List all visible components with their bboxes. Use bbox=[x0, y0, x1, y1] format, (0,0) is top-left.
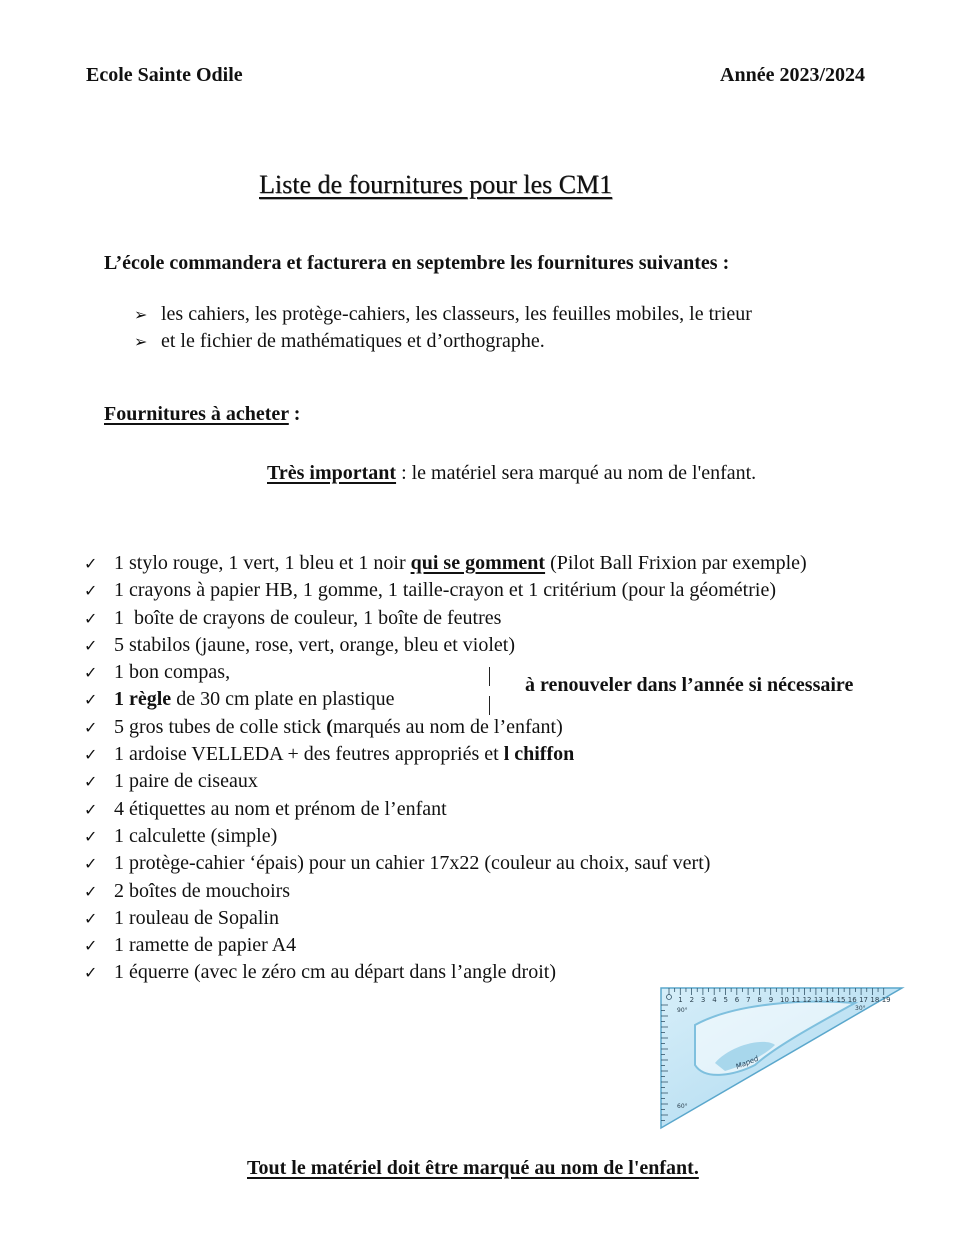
list-item bbox=[84, 577, 807, 604]
item-text: de 30 cm plate en plastique bbox=[171, 688, 395, 711]
item-text: 1 bon compas, bbox=[114, 661, 231, 684]
ruler-number: 17 bbox=[859, 996, 869, 1004]
checkmark-icon: ✓ bbox=[84, 963, 98, 983]
item-text: 1 calculette (simple) bbox=[114, 824, 278, 847]
ruler-number: 2 bbox=[689, 996, 695, 1004]
item-text: 4 étiquettes au nom et prénom de l’enfant bbox=[114, 797, 447, 820]
bracket-line bbox=[489, 696, 490, 715]
school-item-text: et le fichier de mathématiques et d’orthographe. bbox=[161, 330, 545, 352]
important-text: : le matériel sera marqué au nom de l'enfant. bbox=[396, 462, 757, 484]
item-text: 1 crayons à papier HB, 1 gomme, 1 taille-crayon et 1 critérium (pour la géométrie) bbox=[114, 579, 776, 602]
list-item bbox=[84, 823, 807, 850]
school-item-text: les cahiers, les protège-cahiers, les classeurs, les feuilles mobiles, le trieur bbox=[161, 303, 752, 325]
ruler-number: 9 bbox=[768, 996, 774, 1004]
list-item bbox=[84, 768, 807, 795]
checkmark-icon: ✓ bbox=[84, 690, 98, 710]
item-text: marqués au nom de l’enfant) bbox=[332, 715, 563, 738]
item-text: 2 boîtes de mouchoirs bbox=[114, 879, 291, 902]
ruler-number: 5 bbox=[723, 996, 728, 1004]
angle-60-label: 60° bbox=[677, 1103, 688, 1110]
item-text: 1 équerre (avec le zéro cm au départ dans l’angle droit) bbox=[114, 961, 556, 984]
checkmark-icon: ✓ bbox=[84, 881, 98, 901]
checkmark-icon: ✓ bbox=[84, 581, 98, 601]
ruler-number: 4 bbox=[712, 996, 717, 1004]
item-emphasis: qui se gomment bbox=[410, 552, 546, 574]
list-item bbox=[84, 605, 807, 632]
important-label: Très important bbox=[267, 462, 397, 484]
item-text: 1 ramette de papier A4 bbox=[114, 934, 297, 957]
checkmark-icon: ✓ bbox=[84, 635, 98, 655]
school-item bbox=[134, 330, 545, 353]
checkmark-icon: ✓ bbox=[84, 717, 98, 737]
list-item bbox=[84, 550, 807, 577]
important-note bbox=[267, 462, 756, 485]
checkmark-icon: ✓ bbox=[84, 908, 98, 928]
ruler-number: 18 bbox=[870, 996, 880, 1004]
ruler-number: 12 bbox=[802, 996, 812, 1004]
item-emphasis: l chiffon bbox=[503, 743, 575, 766]
school-year: Année 2023/2024 bbox=[720, 64, 865, 86]
checkmark-icon: ✓ bbox=[84, 772, 98, 792]
checkmark-icon: ✓ bbox=[84, 608, 98, 628]
angle-30-label: 30° bbox=[855, 1005, 866, 1012]
checkmark-icon: ✓ bbox=[84, 799, 98, 819]
ruler-number: 16 bbox=[847, 996, 857, 1004]
page-title: Liste de fournitures pour les CM1 bbox=[259, 170, 613, 199]
list-item bbox=[84, 741, 807, 768]
ruler-number: 11 bbox=[791, 996, 801, 1004]
checkmark-icon: ✓ bbox=[84, 854, 98, 874]
ruler-number: 3 bbox=[700, 996, 706, 1004]
school-name: Ecole Sainte Odile bbox=[86, 64, 243, 86]
ruler-number: 14 bbox=[825, 996, 835, 1004]
item-text: 1 protège-cahier ‘épais) pour un cahier 17x22 (couleur au choix, sauf vert) bbox=[114, 852, 711, 875]
arrow-bullet-icon: ➢ bbox=[134, 332, 148, 351]
item-text: (Pilot Ball Frixion par exemple) bbox=[545, 552, 807, 574]
supplies-list bbox=[84, 550, 807, 987]
angle-90-label: 90° bbox=[677, 1007, 688, 1014]
set-square-icon bbox=[655, 985, 905, 1131]
brand-logo: Maped bbox=[734, 1054, 760, 1071]
buy-heading bbox=[104, 403, 300, 426]
ruler-number: 15 bbox=[836, 996, 846, 1004]
buy-heading-colon: : bbox=[288, 403, 301, 425]
item-text: 1 paire de ciseaux bbox=[114, 770, 258, 793]
buy-heading-text: Fournitures à acheter bbox=[104, 403, 289, 425]
checkmark-icon: ✓ bbox=[84, 826, 98, 846]
ruler-number: 10 bbox=[780, 996, 789, 1004]
list-item bbox=[84, 850, 807, 877]
list-item bbox=[84, 714, 807, 741]
item-text: 1 rouleau de Sopalin bbox=[114, 906, 279, 929]
checkmark-icon: ✓ bbox=[84, 936, 98, 956]
item-text: 1 stylo rouge, 1 vert, 1 bleu et 1 noir bbox=[114, 552, 411, 574]
item-emphasis: 1 règle bbox=[114, 688, 172, 711]
checkmark-icon: ✓ bbox=[84, 554, 98, 573]
list-item bbox=[84, 632, 807, 659]
item-text: 1 ardoise VELLEDA + des feutres appropriés et bbox=[114, 743, 504, 766]
ruler-number: 7 bbox=[746, 996, 751, 1004]
ruler-number: 19 bbox=[881, 996, 891, 1004]
list-item bbox=[84, 878, 807, 905]
ruler-number: 8 bbox=[757, 996, 762, 1004]
renew-note: à renouveler dans l’année si nécessaire bbox=[525, 674, 854, 696]
checkmark-icon: ✓ bbox=[84, 745, 98, 765]
bracket-line bbox=[489, 667, 490, 686]
footer-note: Tout le matériel doit être marqué au nom de l'enfant. bbox=[247, 1157, 699, 1179]
ruler-number: 13 bbox=[813, 996, 823, 1004]
item-text: 5 gros tubes de colle stick bbox=[114, 715, 327, 738]
list-item bbox=[84, 932, 807, 959]
ruler-number: 6 bbox=[734, 996, 740, 1004]
list-item bbox=[84, 959, 807, 986]
intro-text: L’école commandera et facturera en septembre les fournitures suivantes : bbox=[104, 252, 730, 274]
arrow-bullet-icon: ➢ bbox=[134, 305, 148, 324]
list-item bbox=[84, 796, 807, 823]
ruler-number: 1 bbox=[678, 996, 683, 1004]
item-emphasis: ( bbox=[326, 715, 333, 738]
item-text: 5 stabilos (jaune, rose, vert, orange, bleu et violet) bbox=[114, 633, 515, 656]
list-item bbox=[84, 905, 807, 932]
checkmark-icon: ✓ bbox=[84, 663, 98, 683]
item-text: 1 boîte de crayons de couleur, 1 boîte de feutres bbox=[114, 606, 502, 629]
school-item bbox=[134, 303, 752, 326]
